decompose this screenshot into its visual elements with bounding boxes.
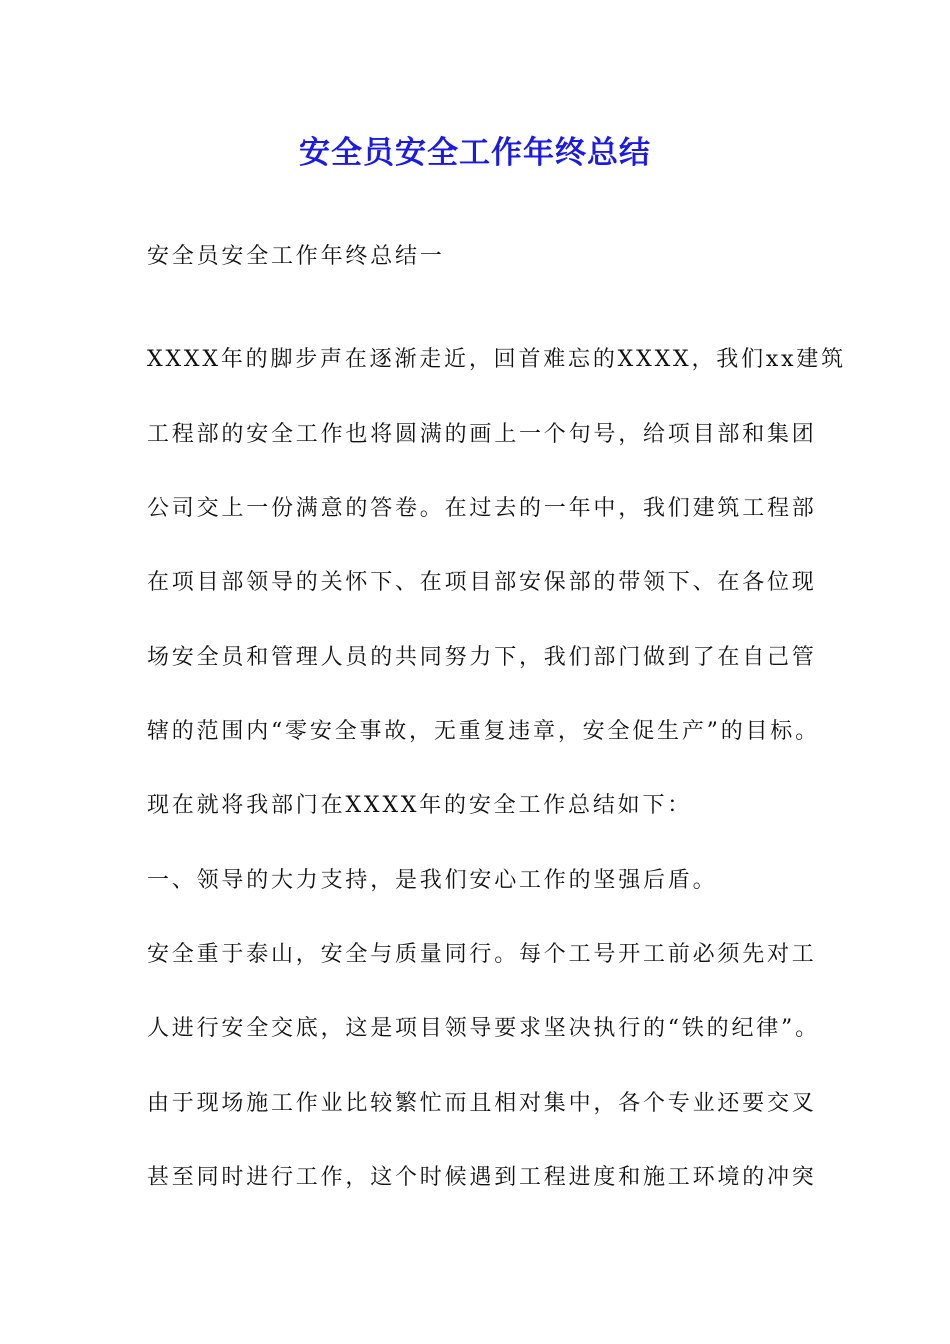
text-line: 由于现场施工作业比较繁忙而且相对集中，各个专业还要交叉 [147, 1091, 817, 1116]
document-title: 安全员安全工作年终总结 [299, 135, 651, 171]
text-line: 人进行安全交底，这是项目领导要求坚决执行的“铁的纪律”。 [147, 1016, 820, 1041]
text-line: 场安全员和管理人员的共同努力下，我们部门做到了在自己管 [147, 645, 817, 670]
text-line: 安全重于泰山，安全与质量同行。每个工号开工前必须先对工 [147, 942, 817, 967]
text-line: XXXX年的脚步声在逐渐走近，回首难忘的XXXX，我们xx建筑 [147, 347, 846, 372]
text-line: 公司交上一份满意的答卷。在过去的一年中，我们建筑工程部 [147, 496, 817, 521]
text-line: 现在就将我部门在XXXX年的安全工作总结如下： [147, 793, 693, 818]
text-line: 辖的范围内“零安全事故，无重复违章，安全促生产”的目标。 [147, 719, 820, 744]
text-line: 工程部的安全工作也将圆满的画上一个句号，给项目部和集团 [147, 422, 817, 447]
section-heading: 安全员安全工作年终总结一 [147, 244, 445, 269]
text-line: 在项目部领导的关怀下、在项目部安保部的带领下、在各位现 [147, 570, 817, 595]
text-line: 甚至同时进行工作，这个时候遇到工程进度和施工环境的冲突 [147, 1165, 817, 1190]
section-heading: 一、领导的大力支持，是我们安心工作的坚强后盾。 [147, 868, 718, 893]
